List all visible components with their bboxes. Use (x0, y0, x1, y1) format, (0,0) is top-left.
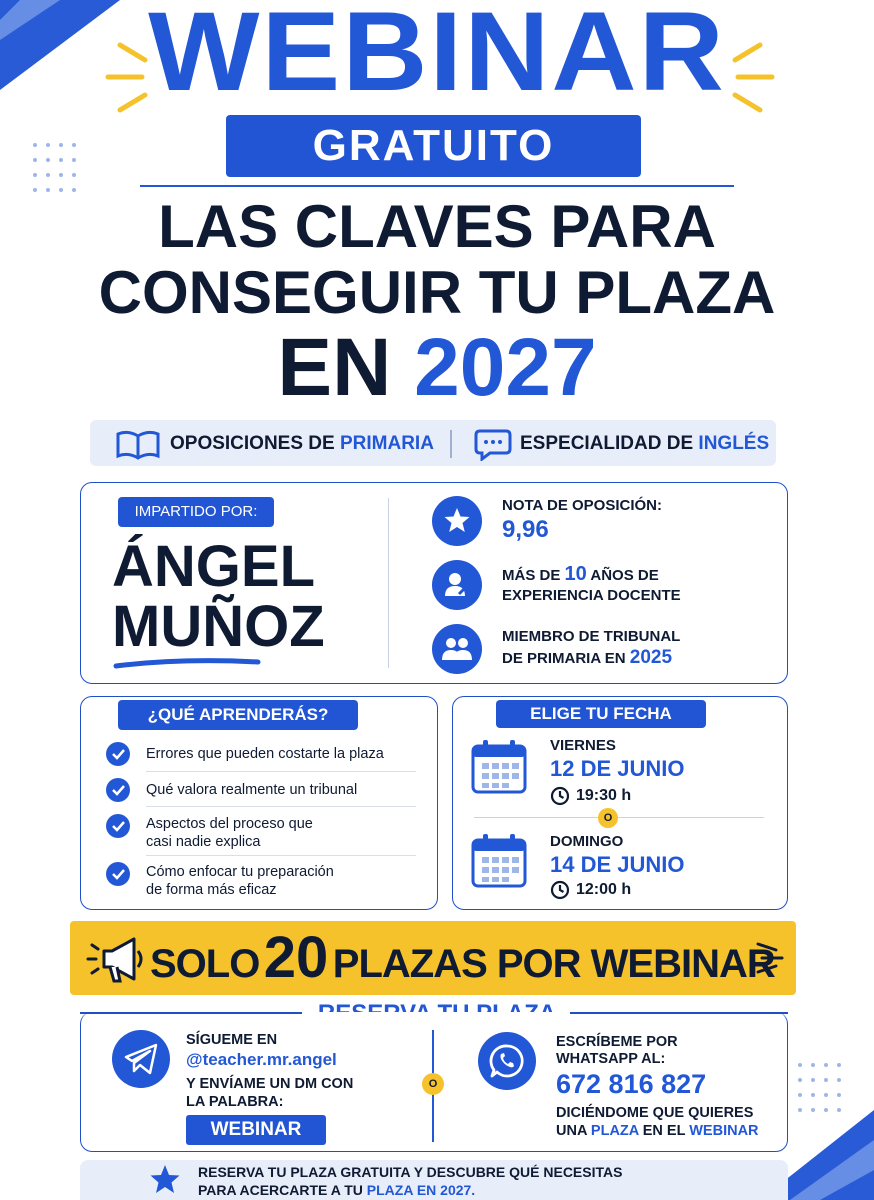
dates-title: ELIGE TU FECHA (496, 700, 706, 728)
keyword-badge: WEBINAR (186, 1115, 326, 1145)
checkmark-glyph (112, 869, 125, 880)
learn-item-4-line1: Cómo enfocar tu preparación (146, 864, 334, 880)
credential-3-line2 (502, 647, 672, 670)
credential-2-prefix: MÁS DE (502, 567, 561, 584)
checkmark-glyph (112, 749, 125, 760)
footer-line2 (198, 1181, 475, 1199)
headline-year: 2027 (414, 322, 597, 413)
group-icon (441, 634, 473, 664)
learn-divider (146, 771, 416, 772)
credential-2-line2: EXPERIENCIA DOCENTE (502, 587, 681, 604)
speaker-divider (388, 498, 389, 668)
dots-decoration-left (30, 140, 80, 200)
topic-left-prefix: OPOSICIONES DE (170, 433, 335, 454)
topic-right (520, 432, 769, 456)
clock-icon (550, 786, 570, 806)
telegram-handle[interactable]: @teacher.mr.angel (186, 1050, 337, 1069)
date-1-day: VIERNES (550, 737, 616, 754)
headline-line-1: LAS CLAVES PARA (158, 193, 716, 260)
checkmark-glyph (112, 821, 125, 832)
chat-icon (474, 427, 512, 461)
whatsapp-icon (489, 1043, 525, 1079)
learn-divider (146, 806, 416, 807)
learn-item-3-line2: casi nadie explica (146, 834, 261, 850)
webinar-title: WEBINAR (148, 0, 726, 115)
credential-2-highlight: 10 (564, 563, 587, 585)
topic-right-prefix: ESPECIALIDAD DE (520, 433, 694, 454)
banner-text (150, 925, 775, 1006)
teacher-icon (443, 570, 471, 600)
credential-1-label: NOTA DE OPOSICIÓN: (502, 497, 663, 514)
topic-left (170, 432, 434, 456)
whatsapp-line5 (556, 1122, 759, 1140)
banner-number: 20 (263, 925, 329, 990)
speaker-first-name: ÁNGEL (112, 534, 315, 599)
topics-divider (450, 430, 452, 458)
topic-right-highlight: INGLÉS (698, 433, 770, 454)
reserve-card-top-right (570, 1012, 788, 1014)
whatsapp-line5-h1: PLAZA (590, 1123, 639, 1139)
date-2-day: DOMINGO (550, 833, 624, 850)
header-divider (140, 185, 734, 187)
credential-3-highlight: 2025 (629, 647, 673, 668)
whatsapp-line2: WHATSAPP AL: (556, 1051, 666, 1067)
megaphone-icon (86, 931, 156, 987)
banner-prefix: SOLO (150, 942, 260, 986)
calendar-icon (470, 738, 528, 796)
checkmark-glyph (112, 785, 125, 796)
telegram-icon (124, 1043, 158, 1075)
reserve-or-badge: O (422, 1073, 444, 1095)
dots-decoration-right (795, 1060, 845, 1120)
topic-left-highlight: PRIMARIA (339, 433, 434, 454)
whatsapp-line5-mid: EN EL (642, 1123, 686, 1139)
learn-item-4-line2: de forma más eficaz (146, 882, 277, 898)
telegram-line1: SÍGUEME EN (186, 1032, 278, 1048)
date-1-time: 19:30 h (576, 787, 632, 804)
whatsapp-line1: ESCRÍBEME POR (556, 1034, 678, 1050)
telegram-line4: LA PALABRA: (186, 1094, 284, 1110)
calendar-icon (470, 832, 528, 890)
learn-divider (146, 855, 416, 856)
footer-line2-prefix: PARA ACERCARTE A TU (198, 1182, 363, 1198)
credential-1-value: 9,96 (502, 516, 549, 543)
date-2-date: 14 DE JUNIO (550, 852, 685, 877)
date-2-time: 12:00 h (576, 881, 632, 898)
credential-2-suffix: AÑOS DE (590, 567, 659, 584)
credential-3-line1: MIEMBRO DE TRIBUNAL (502, 628, 681, 645)
learn-title: ¿QUÉ APRENDERÁS? (118, 700, 358, 730)
telegram-line3: Y ENVÍAME UN DM CON (186, 1076, 354, 1092)
learn-item-3-line1: Aspectos del proceso que (146, 816, 313, 832)
headline-en: EN (277, 322, 392, 413)
whatsapp-line5-prefix: UNA (556, 1123, 587, 1139)
name-underline (112, 656, 262, 670)
headline-line-3 (0, 322, 874, 414)
star-icon (150, 1164, 180, 1194)
headline-line-2: CONSEGUIR TU PLAZA (98, 259, 776, 326)
free-badge: GRATUITO (226, 115, 641, 177)
date-1-date: 12 DE JUNIO (550, 756, 685, 781)
credential-2-line1 (502, 563, 659, 587)
speaker-last-name: MUÑOZ (112, 594, 325, 659)
whatsapp-line5-h2: WEBINAR (689, 1123, 759, 1139)
speaker-label: IMPARTIDO POR: (118, 497, 274, 527)
star-icon (444, 507, 470, 533)
credential-3-prefix: DE PRIMARIA EN (502, 650, 626, 667)
dates-divider (474, 817, 764, 818)
whatsapp-phone[interactable]: 672 816 827 (556, 1069, 707, 1099)
footer-line1: RESERVA TU PLAZA GRATUITA Y DESCUBRE QUÉ NECESITAS (198, 1164, 623, 1180)
learn-item-2: Qué valora realmente un tribunal (146, 782, 358, 798)
whatsapp-line4: DICIÉNDOME QUE QUIERES (556, 1105, 754, 1121)
footer-line2-highlight: PLAZA EN 2027. (366, 1182, 476, 1198)
clock-icon (550, 880, 570, 900)
dates-or-badge: O (598, 808, 618, 828)
banner-suffix: PLAZAS POR WEBINAR (332, 942, 775, 986)
reserve-card-top-left (80, 1012, 302, 1014)
learn-item-1: Errores que pueden costarte la plaza (146, 746, 384, 762)
book-icon (114, 428, 162, 460)
